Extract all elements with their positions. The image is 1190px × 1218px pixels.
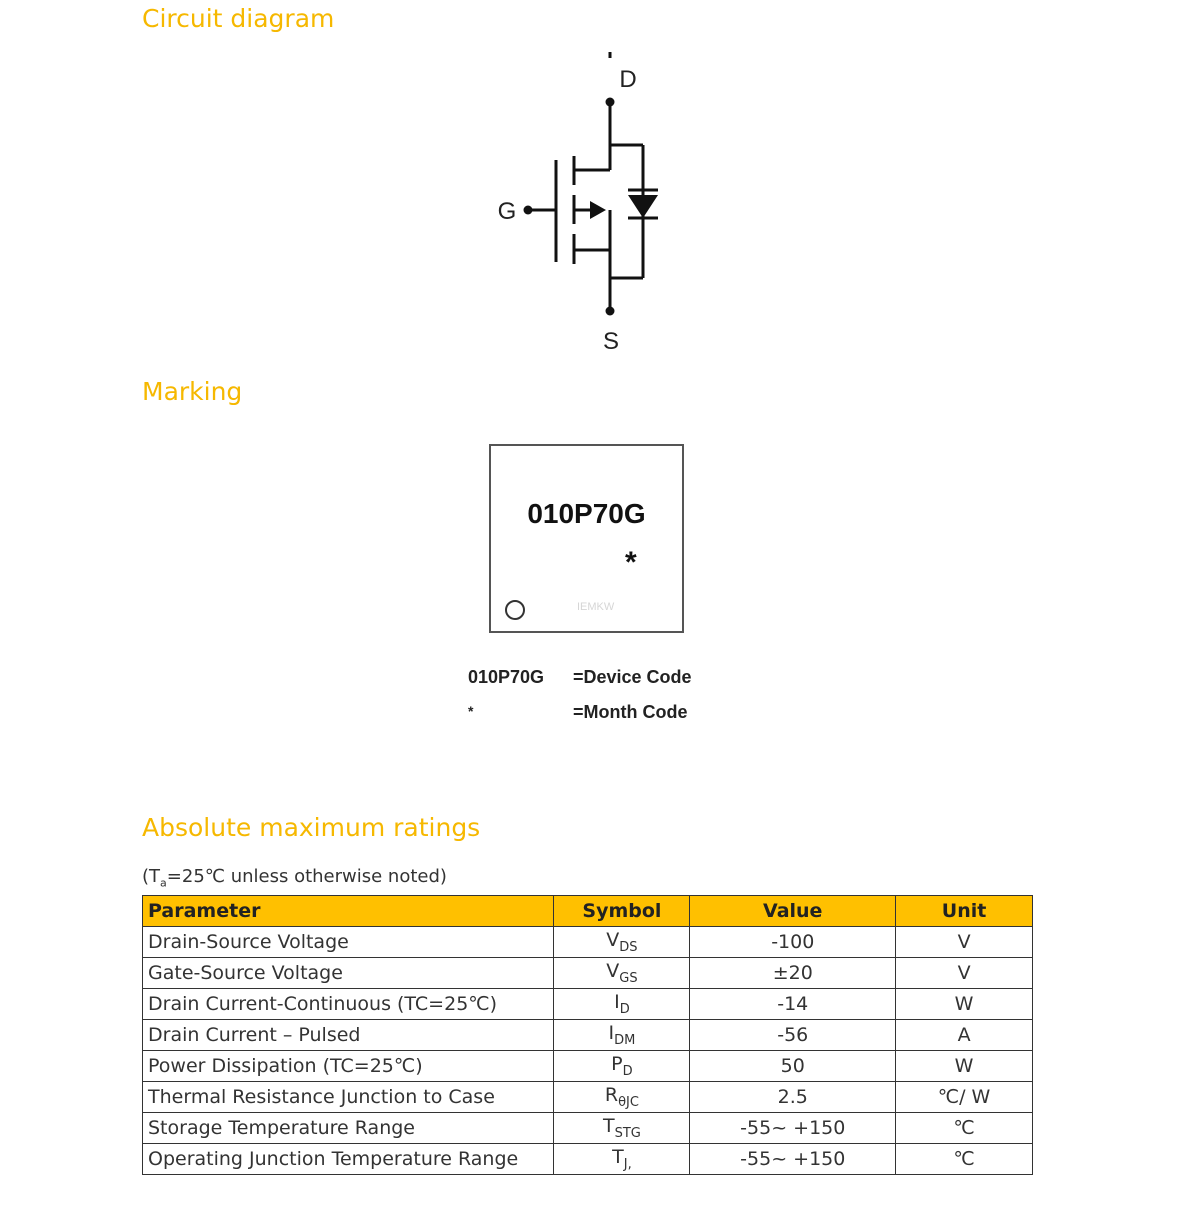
cell-parameter: Operating Junction Temperature Range: [143, 1144, 554, 1175]
legend-code-device: 010P70G: [468, 667, 545, 687]
cell-symbol: $P_D$: [554, 1051, 690, 1082]
table-row: [143, 958, 1033, 989]
mosfet-circuit-diagram: [480, 52, 680, 360]
table-row: [143, 1113, 1033, 1144]
legend-desc-device: =Device Code: [573, 667, 692, 687]
header-unit: Unit: [896, 896, 1033, 927]
cell-symbol: $T_{J,}$: [554, 1144, 690, 1175]
table-row: [143, 1051, 1033, 1082]
watermark: IEMKW: [577, 601, 615, 613]
cell-unit: W: [896, 989, 1033, 1020]
chip-marking-package: [489, 444, 684, 633]
chip-device-code: 010P70G: [527, 498, 646, 529]
cell-value: -55~ +150: [690, 1144, 896, 1175]
cell-parameter: Drain Current – Pulsed: [143, 1020, 554, 1051]
legend-desc-month: =Month Code: [573, 702, 688, 722]
cell-parameter: Thermal Resistance Junction to Case: [143, 1082, 554, 1113]
ratings-condition-note: ($T_a=25℃$ unless otherwise noted): [142, 866, 447, 890]
cell-value: -100: [690, 927, 896, 958]
cell-value: -56: [690, 1020, 896, 1051]
table-header-row: [143, 896, 1033, 927]
cell-value: -14: [690, 989, 896, 1020]
cell-unit: A: [896, 1020, 1033, 1051]
cell-parameter: Power Dissipation (TC=25℃): [143, 1051, 554, 1082]
body-diode: [628, 195, 658, 218]
table-row: [143, 1020, 1033, 1051]
cell-unit: V: [896, 927, 1033, 958]
cell-unit: V: [896, 958, 1033, 989]
cell-value: ±20: [690, 958, 896, 989]
cell-parameter: Storage Temperature Range: [143, 1113, 554, 1144]
cell-value: 50: [690, 1051, 896, 1082]
table-row: [143, 989, 1033, 1020]
gate-label: G: [497, 198, 517, 225]
section-title-circuit-diagram: Circuit diagram: [142, 4, 335, 33]
section-title-absolute-max-ratings: Absolute maximum ratings: [142, 813, 481, 842]
cell-symbol: $V_{DS}$: [554, 927, 690, 958]
cell-parameter: Gate-Source Voltage: [143, 958, 554, 989]
drain-label: D: [619, 66, 637, 93]
chip-month-code: *: [625, 546, 637, 579]
cell-unit: ℃: [896, 1144, 1033, 1175]
header-value: Value: [690, 896, 896, 927]
cell-parameter: Drain Current-Continuous (TC=25℃): [143, 989, 554, 1020]
cell-value: 2.5: [690, 1082, 896, 1113]
ratings-table: [142, 895, 1033, 1175]
pin1-indicator-circle-icon: [505, 600, 525, 620]
cell-unit: ℃: [896, 1113, 1033, 1144]
section-title-marking: Marking: [142, 377, 243, 406]
cell-symbol: $R_{\theta JC}$: [554, 1082, 690, 1113]
legend-code-month: *: [468, 703, 474, 719]
cell-symbol: $I_{DM}$: [554, 1020, 690, 1051]
header-parameter: Parameter: [143, 896, 554, 927]
cell-symbol: $T_{STG}$: [554, 1113, 690, 1144]
table-row: [143, 1082, 1033, 1113]
header-symbol: Symbol: [554, 896, 690, 927]
cell-unit: W: [896, 1051, 1033, 1082]
drain-terminal-dot: [606, 98, 615, 107]
channel-arrow: [590, 201, 606, 219]
gate-terminal-dot: [524, 206, 533, 215]
table-row: [143, 927, 1033, 958]
source-terminal-dot: [606, 307, 615, 316]
table-row: [143, 1144, 1033, 1175]
cell-value: -55~ +150: [690, 1113, 896, 1144]
cell-symbol: $V_{GS}$: [554, 958, 690, 989]
source-label: S: [602, 328, 620, 355]
cell-symbol: $I_D$: [554, 989, 690, 1020]
cell-parameter: Drain-Source Voltage: [143, 927, 554, 958]
cell-unit: ℃/ W: [896, 1082, 1033, 1113]
